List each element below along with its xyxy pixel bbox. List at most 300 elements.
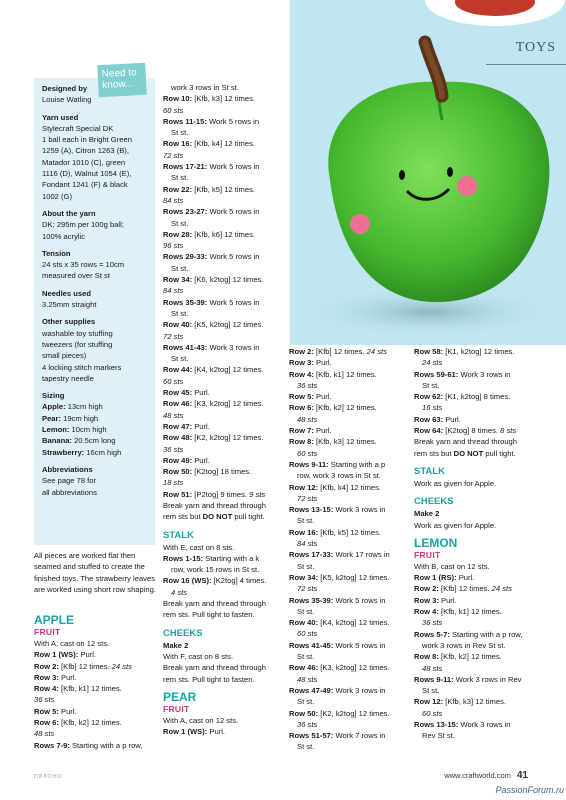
pattern-row <box>34 661 156 672</box>
row-instruction: St st. <box>297 516 315 526</box>
pattern-row <box>289 583 411 594</box>
footer-left-code: ПИЛОНО <box>34 774 62 780</box>
supplies-line: 4 locking stitch markers <box>42 362 122 372</box>
page-number: 41 <box>516 770 528 781</box>
row-instruction: Break yarn and thread through <box>163 599 267 609</box>
stitch-count: 48 sts <box>422 663 443 673</box>
needles-line: 3.25mm straight <box>42 300 97 310</box>
pattern-row <box>289 606 411 617</box>
row-instruction: [K2tog] 8 times. <box>443 426 498 436</box>
row-label: Row 12: <box>289 482 319 492</box>
pattern-row <box>163 127 285 138</box>
supplies-line: washable toy stuffing <box>42 328 113 338</box>
abbreviations-line: all abbreviations <box>42 487 97 497</box>
designed-by-label: Designed by <box>42 84 88 93</box>
pattern-row <box>414 402 536 413</box>
row-label: Rows 7-9: <box>34 740 70 750</box>
pattern-row <box>163 410 285 421</box>
pear-title: PEAR <box>163 689 197 704</box>
yarn-line: 1259 (A), Citron 1263 (B), <box>42 146 129 156</box>
stitch-count: 72 sts <box>163 150 184 160</box>
pear-subtitle: FRUIT <box>163 703 190 714</box>
row-instruction: St st. <box>171 173 189 183</box>
pattern-row <box>163 651 285 662</box>
pattern-row <box>34 683 156 694</box>
stitch-count: 48 sts <box>34 729 55 739</box>
sizing-name: Lemon: <box>42 425 70 435</box>
pattern-row <box>34 740 156 751</box>
footer-url[interactable]: www.craftworld.com <box>444 771 511 780</box>
row-instruction: Work 3 rows in Rev <box>453 674 522 684</box>
sizing-value: 16cm high <box>84 447 122 457</box>
pattern-row <box>414 674 536 685</box>
row-label: Row 12: <box>414 697 444 707</box>
abbreviations-line: See page 78 for <box>42 476 97 486</box>
pattern-row <box>289 459 411 470</box>
pattern-row <box>34 717 156 728</box>
sizing-item <box>42 424 154 435</box>
row-instruction: Purl. <box>58 706 77 716</box>
sizing-item <box>42 413 154 424</box>
pattern-row <box>414 696 536 707</box>
row-instruction: Break yarn and thread through <box>414 437 518 447</box>
row-label: Row 40: <box>289 618 319 628</box>
pattern-row <box>163 150 285 161</box>
pattern-row <box>163 674 285 685</box>
row-instruction: [Kfb, k4] 12 times. <box>318 482 382 492</box>
pattern-row <box>289 369 411 380</box>
row-instruction: St st. <box>297 652 315 662</box>
pattern-row <box>289 380 411 391</box>
row-instruction: Work 3 rows in <box>207 342 260 352</box>
pattern-row <box>414 391 536 402</box>
sizing-name: Banana: <box>42 436 72 446</box>
row-instruction: Break yarn and thread through <box>163 500 267 510</box>
row-instruction: rem sts. Pull tight to fasten. <box>163 610 255 620</box>
pattern-row <box>163 206 285 217</box>
pattern-row <box>289 708 411 719</box>
row-label: Rows 9-11: <box>414 674 454 684</box>
pattern-row <box>289 425 411 436</box>
row-instruction: [K4, k2tog] 12 times. <box>318 618 390 628</box>
pattern-row <box>163 251 285 262</box>
stitch-count: 84 sts <box>163 195 184 205</box>
pattern-row <box>163 598 285 609</box>
row-instruction: Break yarn and thread through <box>163 663 267 673</box>
row-label: Row 48: <box>163 433 193 443</box>
row-instruction: Work 5 rows in <box>333 595 386 605</box>
row-instruction: St st. <box>297 697 315 707</box>
row-instruction: [Kfb, k2] 12 times. <box>313 403 377 413</box>
row-instruction: rem sts. Pull tight to fasten. <box>163 674 255 684</box>
pattern-row <box>414 346 536 357</box>
row-label: Row 63: <box>414 414 444 424</box>
stitch-count: 36 sts <box>297 719 318 729</box>
row-instruction: Rev St st. <box>422 731 455 741</box>
stitch-count: 24 sts <box>422 358 443 368</box>
pattern-row <box>163 587 285 598</box>
sizing-label: Sizing <box>42 391 65 401</box>
pattern-row <box>289 640 411 651</box>
apple-subtitle: FRUIT <box>34 627 61 637</box>
row-instruction: [Kfb] 12 times. <box>438 584 490 594</box>
pattern-row <box>163 218 285 229</box>
stitch-count: 48 sts <box>297 414 318 424</box>
row-label: Row 2: <box>34 661 59 671</box>
pattern-row <box>289 538 411 549</box>
pattern-row <box>289 651 411 662</box>
pattern-row <box>163 662 285 673</box>
row-instruction: Starting with a k <box>203 553 260 563</box>
row-instruction: St st. <box>171 354 189 364</box>
row-label: Row 1 (WS): <box>163 727 208 737</box>
row-label: Row 3: <box>34 672 59 682</box>
stitch-count: 60 sts <box>297 448 318 458</box>
row-instruction: [K2, k2tog] 12 times. <box>192 433 264 443</box>
pattern-row <box>163 274 285 285</box>
stitch-count: 18 sts <box>163 478 184 488</box>
about-yarn-line: DK; 295m per 100g ball; <box>42 220 124 230</box>
row-instruction: With B, cast on 12 sts. <box>414 561 490 571</box>
row-instruction: Work 5 rows in <box>333 640 386 650</box>
row-instruction: St st. <box>171 263 189 273</box>
row-label: Rows 1-15: <box>163 553 204 563</box>
row-instruction: [Kfb, k4] 12 times. <box>192 139 256 149</box>
row-label: Row 1 (RS): <box>414 573 457 583</box>
stitch-count: 48 sts <box>163 410 184 420</box>
row-instruction: Purl. <box>313 426 332 436</box>
designer-name: Louise Watling <box>42 95 92 105</box>
pattern-row <box>414 595 536 606</box>
stitch-count: 60 sts <box>297 629 318 639</box>
row-instruction: [Kfb, k1] 12 times. <box>313 369 377 379</box>
row-instruction: [P2tog] 9 times. <box>192 489 247 499</box>
pattern-row <box>289 617 411 628</box>
row-instruction: Purl. <box>313 392 332 402</box>
row-instruction: With E, cast on 8 sts. <box>163 542 235 552</box>
row-instruction: Purl. <box>313 358 332 368</box>
tension-label: Tension <box>42 248 71 258</box>
stitch-count: 16 sts <box>422 403 443 413</box>
pattern-row <box>289 595 411 606</box>
cheeks-make: Make 2 <box>163 640 189 650</box>
pattern-row <box>289 436 411 447</box>
row-label: Row 44: <box>163 365 193 375</box>
pattern-row <box>163 116 285 127</box>
row-instruction: [Kfb] 12 times. <box>58 661 110 671</box>
supplies-line: tapestry needle <box>42 373 94 383</box>
pattern-row <box>414 380 536 391</box>
row-label: Row 7: <box>289 426 314 436</box>
pattern-row <box>414 617 536 628</box>
pattern-row <box>163 477 285 488</box>
row-instruction: rem sts but <box>163 512 203 522</box>
row-instruction: work 3 rows in Rev St st. <box>422 640 506 650</box>
row-instruction: With A, cast on 12 sts. <box>34 639 110 648</box>
row-instruction: Work 5 rows in <box>207 207 260 217</box>
column-3 <box>289 346 411 753</box>
row-instruction: [Kfb] 12 times. <box>313 347 365 356</box>
stitch-count: 96 sts <box>163 241 184 251</box>
pattern-row <box>163 376 285 387</box>
stitch-count: 60 sts <box>163 105 184 115</box>
pattern-row <box>34 672 156 683</box>
pattern-row <box>163 308 285 319</box>
lemon-subtitle: FRUIT <box>414 549 441 560</box>
stitch-count: 72 sts <box>297 584 318 594</box>
pattern-row <box>289 730 411 741</box>
sizing-value: 20.5cm long <box>71 436 116 446</box>
stitch-count: 60 sts <box>422 708 443 718</box>
row-instruction: row, work 15 rows in St st. <box>171 565 260 575</box>
row-instruction: Work 3 rows in <box>333 685 386 695</box>
stalk-pear-title: STALK <box>414 465 445 477</box>
row-label: Row 45: <box>163 388 193 398</box>
row-label: Row 49: <box>163 455 193 465</box>
pattern-row <box>289 357 411 368</box>
yarn-line: Stylecraft Special DK <box>42 123 114 133</box>
stitch-count: 24 sts <box>109 661 132 671</box>
row-instruction: [K1, k2tog] 8 times. <box>443 392 511 402</box>
need-to-know-tag: Need to know... <box>97 63 147 97</box>
abbreviations-label: Abbreviations <box>42 464 93 474</box>
sizing-value: 10cm high <box>69 425 107 435</box>
supplies-label: Other supplies <box>42 317 96 327</box>
pattern-row <box>163 297 285 308</box>
pattern-row <box>414 651 536 662</box>
row-instruction: [Kfb, k3] 12 times. <box>313 437 377 447</box>
pattern-row <box>163 172 285 183</box>
pattern-row <box>163 82 285 93</box>
needles-label: Needles used <box>42 288 91 298</box>
sizing-name: Strawberry: <box>42 447 85 457</box>
pattern-row <box>414 561 536 572</box>
pattern-row <box>289 493 411 504</box>
row-instruction: Work 5 rows in <box>207 162 260 172</box>
pattern-row <box>414 685 536 696</box>
row-label: Row 46: <box>163 399 193 409</box>
row-label: Row 22: <box>163 184 193 194</box>
sizing-item <box>42 447 154 458</box>
pattern-row <box>414 708 536 719</box>
stitch-count: 48 sts <box>297 674 318 684</box>
row-instruction: [K5, k2tog] 12 times. <box>318 572 390 582</box>
row-label: Rows 23-27: <box>163 207 208 217</box>
pattern-row <box>163 229 285 240</box>
yarn-line: 1116 (D), Walnut 1054 (E), <box>42 169 132 179</box>
pattern-row <box>163 564 285 575</box>
pattern-row <box>163 285 285 296</box>
watermark: PassionForum.ru <box>495 785 564 795</box>
row-label: Row 10: <box>163 94 193 104</box>
pattern-row <box>163 421 285 432</box>
about-yarn-label: About the yarn <box>42 208 96 218</box>
pattern-row <box>289 561 411 572</box>
pattern-row <box>414 640 536 651</box>
column-2 <box>163 82 285 737</box>
pattern-row <box>289 685 411 696</box>
row-instruction: row, work 3 rows in St st. <box>297 471 381 481</box>
pattern-row <box>163 353 285 364</box>
pattern-row <box>414 629 536 640</box>
row-label: Row 64: <box>414 426 444 436</box>
stitch-count: 36 sts <box>297 380 318 390</box>
row-instruction: [K1, k2tog] 12 times. <box>443 347 515 356</box>
row-instruction: [Kfb, k6] 12 times. <box>192 229 256 239</box>
row-instruction: [K2tog] 18 times. <box>192 467 252 477</box>
column-4 <box>414 346 536 742</box>
pattern-row <box>289 515 411 526</box>
pattern-row <box>289 504 411 515</box>
sizing-name: Apple: <box>42 402 66 412</box>
row-instruction: St st. <box>422 686 440 696</box>
pattern-row <box>163 105 285 116</box>
supplies-line: tweezers (for stuffing <box>42 339 113 349</box>
row-label: Rows 5-7: <box>414 629 450 639</box>
stitch-count: 84 sts <box>163 286 184 296</box>
stitch-count: 72 sts <box>163 331 184 341</box>
row-label: Row 16: <box>163 139 193 149</box>
pattern-row <box>163 609 285 620</box>
row-label: Row 3: <box>414 595 439 605</box>
row-label: Row 58: <box>414 347 444 356</box>
row-label: Rows 41-45: <box>289 640 334 650</box>
row-label: Row 1 (WS): <box>34 650 79 660</box>
pattern-row <box>289 414 411 425</box>
row-label: Row 5: <box>34 706 59 716</box>
pattern-row <box>163 444 285 455</box>
pattern-row <box>414 730 536 741</box>
pattern-row <box>163 195 285 206</box>
pattern-row <box>163 240 285 251</box>
pattern-row <box>289 402 411 413</box>
row-instruction: Purl. <box>207 727 226 737</box>
row-label: Row 6: <box>34 718 59 728</box>
cheeks-title: CHEEKS <box>163 627 203 639</box>
lemon-title: LEMON <box>414 535 458 550</box>
row-label: Rows 35-39: <box>289 595 334 605</box>
row-instruction: Purl. <box>58 672 77 682</box>
pattern-row <box>163 489 285 500</box>
row-instruction: pull tight. <box>232 512 265 522</box>
pattern-row <box>289 696 411 707</box>
row-label: Row 50: <box>163 467 193 477</box>
row-instruction: Starting with a p row, <box>69 740 143 750</box>
row-label: Rows 59-61: <box>414 369 459 379</box>
yarn-line: Matador 1010 (C), green <box>42 157 126 167</box>
pattern-row <box>289 346 411 357</box>
sizing-name: Pear: <box>42 413 61 423</box>
row-instruction: work 3 rows in St st. <box>171 83 239 92</box>
row-instruction: Starting with a p row, <box>449 629 523 639</box>
pattern-row <box>289 674 411 685</box>
sizing-item <box>42 401 154 412</box>
pattern-row <box>289 549 411 560</box>
row-label: Rows 29-33: <box>163 252 208 262</box>
row-label: Rows 51-57: <box>289 731 334 741</box>
stitch-count: 8 sts <box>498 426 517 436</box>
pattern-row <box>163 331 285 342</box>
pattern-row <box>163 93 285 104</box>
row-instruction: [Kfb, k2] 12 times. <box>58 718 122 728</box>
row-label: Row 3: <box>289 358 314 368</box>
stitch-count: 60 sts <box>163 376 184 386</box>
row-instruction: Starting with a p <box>328 459 386 469</box>
stitch-count: 24 sts <box>489 584 512 594</box>
row-instruction: With A, cast on 12 sts. <box>163 715 239 725</box>
row-instruction: [K6, k2tog] 12 times. <box>192 275 264 285</box>
pattern-row <box>163 161 285 172</box>
pattern-row <box>163 319 285 330</box>
row-instruction: St st. <box>297 606 315 616</box>
pattern-row <box>289 662 411 673</box>
row-instruction: St st. <box>171 218 189 228</box>
row-label: Row 2: <box>289 347 314 356</box>
stitch-count: 36 sts <box>163 444 184 454</box>
row-label: Row 34: <box>163 275 193 285</box>
row-instruction: Purl. <box>456 573 475 583</box>
row-label: Row 47: <box>163 421 193 431</box>
row-label: Rows 13-15: <box>289 505 334 515</box>
apple-title: APPLE <box>34 613 75 627</box>
row-instruction: [K3, k2tog] 12 times. <box>318 663 390 673</box>
row-label: Row 28: <box>163 229 193 239</box>
row-label: Rows 11-15: <box>163 116 207 126</box>
tension-line: 24 sts x 35 rows = 10cm <box>42 260 125 270</box>
row-label: Rows 17-33: <box>289 550 334 560</box>
yarn-line: 1002 (G) <box>42 191 72 201</box>
pattern-row <box>414 425 536 436</box>
row-label: Rows 17-21: <box>163 162 208 172</box>
row-instruction: Work 5 rows in <box>207 252 260 262</box>
apple-toy-photo <box>290 0 566 345</box>
row-instruction: Purl. <box>192 388 210 398</box>
yarn-line: Fondant 1241 (F) & black <box>42 180 128 190</box>
intro-text: All pieces are worked flat then seamed and stuffed to create the finished toys. The strawberry leaves are worked using short row shaping. <box>34 551 156 594</box>
pattern-row <box>289 572 411 583</box>
row-instruction: Work 3 rows in <box>458 369 511 379</box>
yarn-label: Yarn used <box>42 112 79 122</box>
stitch-count: 84 sts <box>297 539 318 549</box>
pattern-row <box>289 391 411 402</box>
row-label: Row 6: <box>289 403 314 413</box>
pattern-row <box>163 138 285 149</box>
row-instruction: [K5, k2tog] 12 times. <box>192 320 264 330</box>
pattern-row <box>289 527 411 538</box>
pattern-row <box>163 184 285 195</box>
row-instruction: Purl. <box>192 421 210 431</box>
pattern-row <box>163 726 285 737</box>
row-instruction: Purl. <box>443 414 461 424</box>
row-label: Row 40: <box>163 320 193 330</box>
pattern-row <box>289 470 411 481</box>
pattern-row <box>163 575 285 586</box>
row-label: Rows 13-15: <box>414 720 459 730</box>
row-instruction: St st. <box>297 561 315 571</box>
stalk-title: STALK <box>163 529 194 541</box>
row-instruction: pull tight. <box>483 448 516 458</box>
pattern-row <box>414 719 536 730</box>
row-label: Row 51: <box>163 489 193 499</box>
row-instruction: [Kfb, k2] 12 times. <box>438 652 502 662</box>
pattern-row <box>34 694 156 705</box>
pattern-row <box>414 369 536 380</box>
row-instruction: St st. <box>171 308 189 318</box>
row-label: Row 5: <box>289 392 314 402</box>
pattern-row <box>289 482 411 493</box>
row-instruction: [Kfb, k3] 12 times. <box>192 94 256 104</box>
stitch-count: 36 sts <box>422 618 443 628</box>
